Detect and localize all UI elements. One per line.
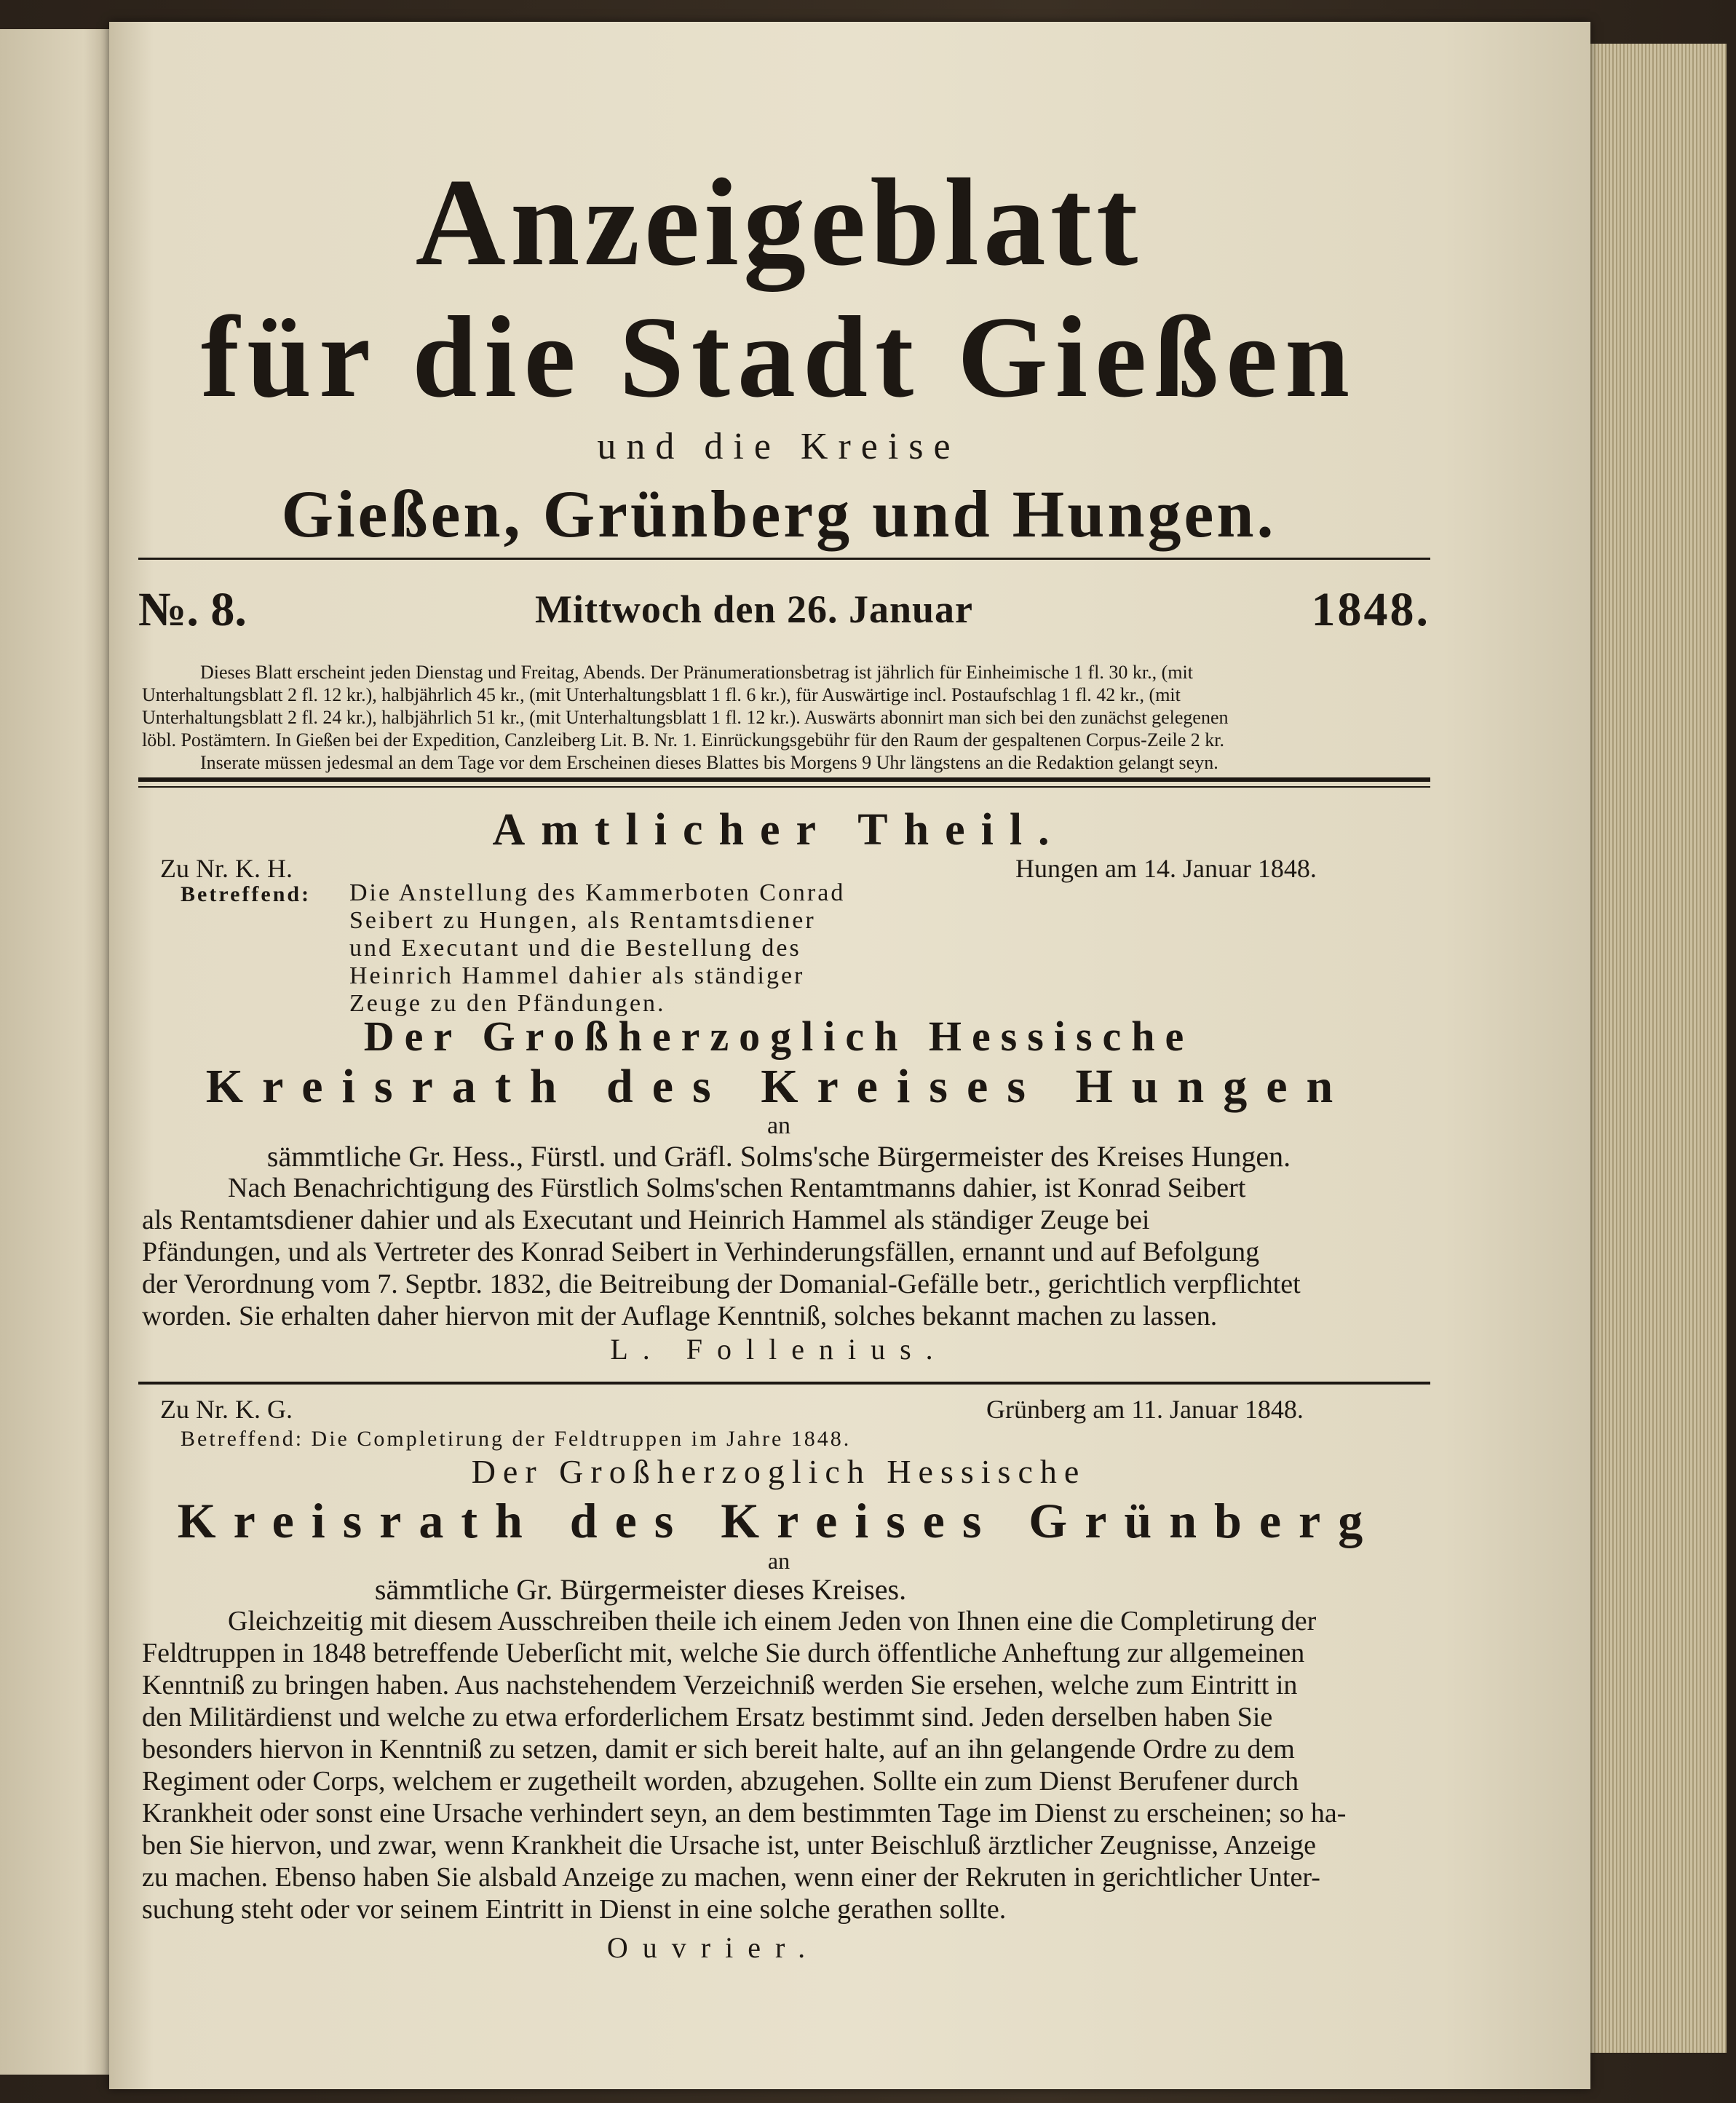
notice-divider [138,1382,1430,1385]
body-line: suchung steht oder vor seinem Eintritt in Dienst in eine solche gerathen sollte. [142,1894,1007,1925]
notice1-authority-line1: Der Großherzoglich Hessische [363,1013,1194,1060]
notice2-authority-line2: Kreisrath des Kreises Grünberg [177,1493,1381,1548]
notice2-addressee: sämmtliche Gr. Bürgermeister dieses Kreises. [374,1573,907,1606]
issue-line [138,582,1430,636]
masthead-rule [138,558,1430,560]
notice2-betreffend: Betreffend: Die Completirung der Feldtruppen im Jahre 1848. [181,1427,852,1451]
notice1-authority-line2: Kreisrath des Kreises Hungen [205,1060,1352,1113]
subscription-line: löbl. Postämtern. In Gießen bei der Expedition, Canzleiberg Lit. B. Nr. 1. Einrückungsgebühr für den Raum der gespaltenen Corpus-Zeile 2 kr. [142,729,1224,750]
book-fore-edge [1580,44,1727,2053]
header-double-rule-top [138,777,1430,782]
masthead-title-line1: Anzeigeblatt [415,154,1143,292]
betreffend-line: Heinrich Hammel dahier als ständiger [349,962,805,989]
masthead-title-line2: für die Stadt Gießen [200,292,1358,421]
subscription-line: Inserate müssen jedesmal an dem Tage vor dem Erscheinen dieses Blattes bis Morgens 9 Uhr längstens an die Redaktion gelangt seyn. [200,752,1218,773]
section-title: Amtlicher Theil. [492,805,1066,855]
body-line: worden. Sie erhalten daher hiervon mit der Auflage Kenntniß, solches bekannt machen zu lassen. [142,1301,1218,1331]
masthead-districts: Gießen, Grünberg und Hungen. [281,477,1277,551]
issue-date: Mittwoch den 26. Januar [535,587,973,631]
body-line: Regiment oder Corps, welchem er zugetheilt worden, abzugehen. Sollte ein zum Dienst Berufener durch [142,1766,1299,1797]
body-line: Kenntniß zu bringen haben. Aus nachstehendem Verzeichniß werden Sie ersehen, welche zum Eintritt in [142,1670,1298,1700]
facing-page-edge [0,29,122,2075]
betreffend-line: Seibert zu Hungen, als Rentamtsdiener [349,907,816,934]
issue-number: №. 8. [138,583,247,636]
notice1-signature: L. Follenius. [610,1333,948,1366]
body-line: Gleichzeitig mit diesem Ausschreiben theile ich einem Jeden von Ihnen eine die Completirung der [228,1606,1317,1636]
notice1-betreffend [349,879,845,1018]
masthead-subtitle: und die Kreise [597,426,961,467]
notice1-addressee: sämmtliche Gr. Hess., Fürstl. und Gräfl. Solms'sche Bürgermeister des Kreises Hungen. [266,1140,1291,1173]
betreffend-line: Zeuge zu den Pfändungen. [349,990,666,1017]
subscription-info [142,661,1434,774]
body-line: Pfändungen, und als Vertreter des Konrad Seibert in Verhinderungsfällen, ernannt und auf Befolgung [142,1237,1260,1267]
notice1-betreffend-label: Betreffend: [181,882,312,906]
body-line: der Verordnung vom 7. Septbr. 1832, die Beitreibung der Domanial-Gefälle betr., gerichtlich verpflichtet [142,1269,1301,1299]
betreffend-line: Die Anstellung des Kammerboten Conrad [349,879,846,906]
body-line: den Militärdienst und welche zu etwa erforderlichem Ersatz bestimmt sind. Jeden derselben haben Sie [142,1702,1273,1732]
notice2-signature: Ouvrier. [606,1931,820,1964]
header-double-rule-bottom [138,786,1430,788]
notice2-authority-line1: Der Großherzoglich Hessische [471,1453,1087,1490]
issue-year: 1848. [1311,583,1430,636]
body-line: besonders hiervon in Kenntniß zu setzen, damit er sich bereit halte, auf an ihn gelangende Ordre zu dem [142,1734,1295,1765]
notice1-an: an [766,1112,791,1139]
subscription-line: Dieses Blatt erscheint jeden Dienstag und Freitag, Abends. Der Pränumerationsbetrag ist jährlich für Einheimische 1 fl. 30 kr., (mit [200,662,1193,683]
notice2-an: an [767,1548,790,1574]
notice2-reference: Zu Nr. K. G. [160,1395,293,1424]
body-line: Feldtruppen in 1848 betreffende Ueberſicht mit, welche Sie durch öffentliche Anheftung zur allgemeinen [142,1638,1305,1668]
body-line: zu machen. Ebenso haben Sie alsbald Anzeige zu machen, wenn einer der Rekruten in gerichtlicher Unter- [142,1862,1320,1893]
notice1-reference: Zu Nr. K. H. [160,854,293,883]
body-line: ben Sie hiervon, und zwar, wenn Krankheit die Ursache ist, unter Beischluß ärztlicher Zeugnisse, Anzeige [142,1830,1316,1861]
subscription-line: Unterhaltungsblatt 2 fl. 24 kr.), halbjährlich 51 kr., (mit Unterhaltungsblatt 1 fl. 12 kr.). Auswärts abonnirt man sich bei den zunächst gelegenen [142,707,1229,728]
notice1-place-date: Hungen am 14. Januar 1848. [1015,854,1317,883]
body-line: Krankheit oder sonst eine Ursache verhindert seyn, an dem bestimmten Tage im Dienst zu erscheinen; so ha- [142,1798,1347,1829]
notice1-body [142,1172,1434,1332]
notice2-place-date: Grünberg am 11. Januar 1848. [986,1395,1304,1424]
body-line: Nach Benachrichtigung des Fürstlich Solms'schen Rentamtmanns dahier, ist Konrad Seibert [228,1173,1246,1203]
notice2-body [142,1605,1434,1925]
betreffend-line: und Executant und die Bestellung des [349,935,801,962]
subscription-line: Unterhaltungsblatt 2 fl. 12 kr.), halbjährlich 45 kr., (mit Unterhaltungsblatt 1 fl. 6 kr.), für Auswärtige incl. Postaufschlag 1 fl. 42 kr., (mit [142,684,1181,705]
body-line: als Rentamtsdiener dahier und als Executant und Heinrich Hammel als ständiger Zeuge bei [142,1205,1150,1235]
